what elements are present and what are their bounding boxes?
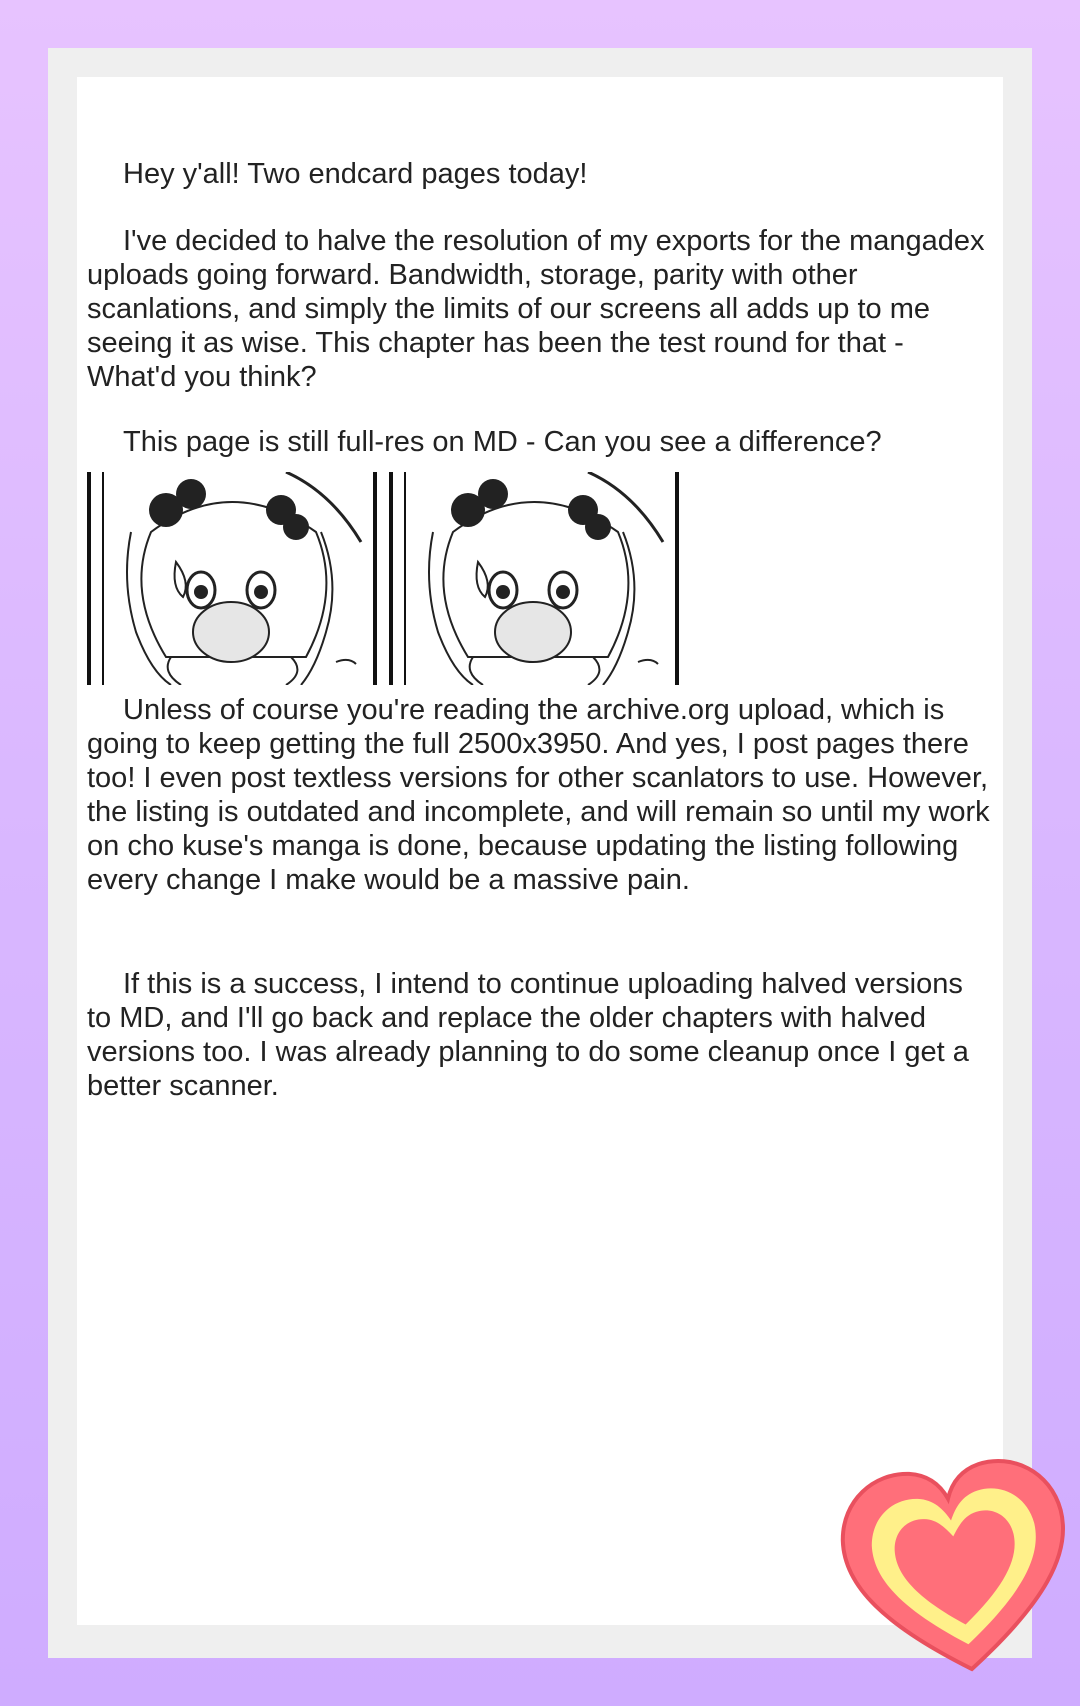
endcard-paper [77,77,1003,1625]
paragraph-greeting [87,157,993,191]
heart-icon [838,1450,1078,1690]
manga-girl-illustration [91,472,377,685]
comparison-images [87,472,679,685]
manga-girl-illustration [393,472,679,685]
paragraph-text: I've decided to halve the resolution of my exports for the mangadex uploads going forward. Bandwidth, storage, parity with other scanlations, and simply the limits of our screens all adds up to me seeing it as wise. This chapter has been the test round for that - What'd you think? [87,225,985,393]
paragraph-question [87,425,993,459]
paragraph-resolution [87,224,993,394]
manga-panel-full-res [87,472,377,685]
paragraph-archive [87,693,993,897]
paragraph-text: Hey y'all! Two endcard pages today! [123,158,588,190]
paragraph-text: This page is still full-res on MD - Can you see a difference? [123,426,882,458]
paragraph-plan [87,967,993,1103]
manga-panel-half-res [389,472,679,685]
paragraph-text: If this is a success, I intend to continue uploading halved versions to MD, and I'll go back and replace the older chapters with halved versions too. I was already planning to do some cleanup once I get a better scanner. [87,968,969,1102]
paragraph-text: Unless of course you're reading the archive.org upload, which is going to keep getting the full 2500x3950. And yes, I post pages there too! I even post textless versions for other scanlators to use. However, the listing is outdated and incomplete, and will remain so until my work on cho kuse's manga is done, because updating the listing following every change I make would be a massive pain. [87,694,990,896]
endcard-frame [48,48,1032,1658]
